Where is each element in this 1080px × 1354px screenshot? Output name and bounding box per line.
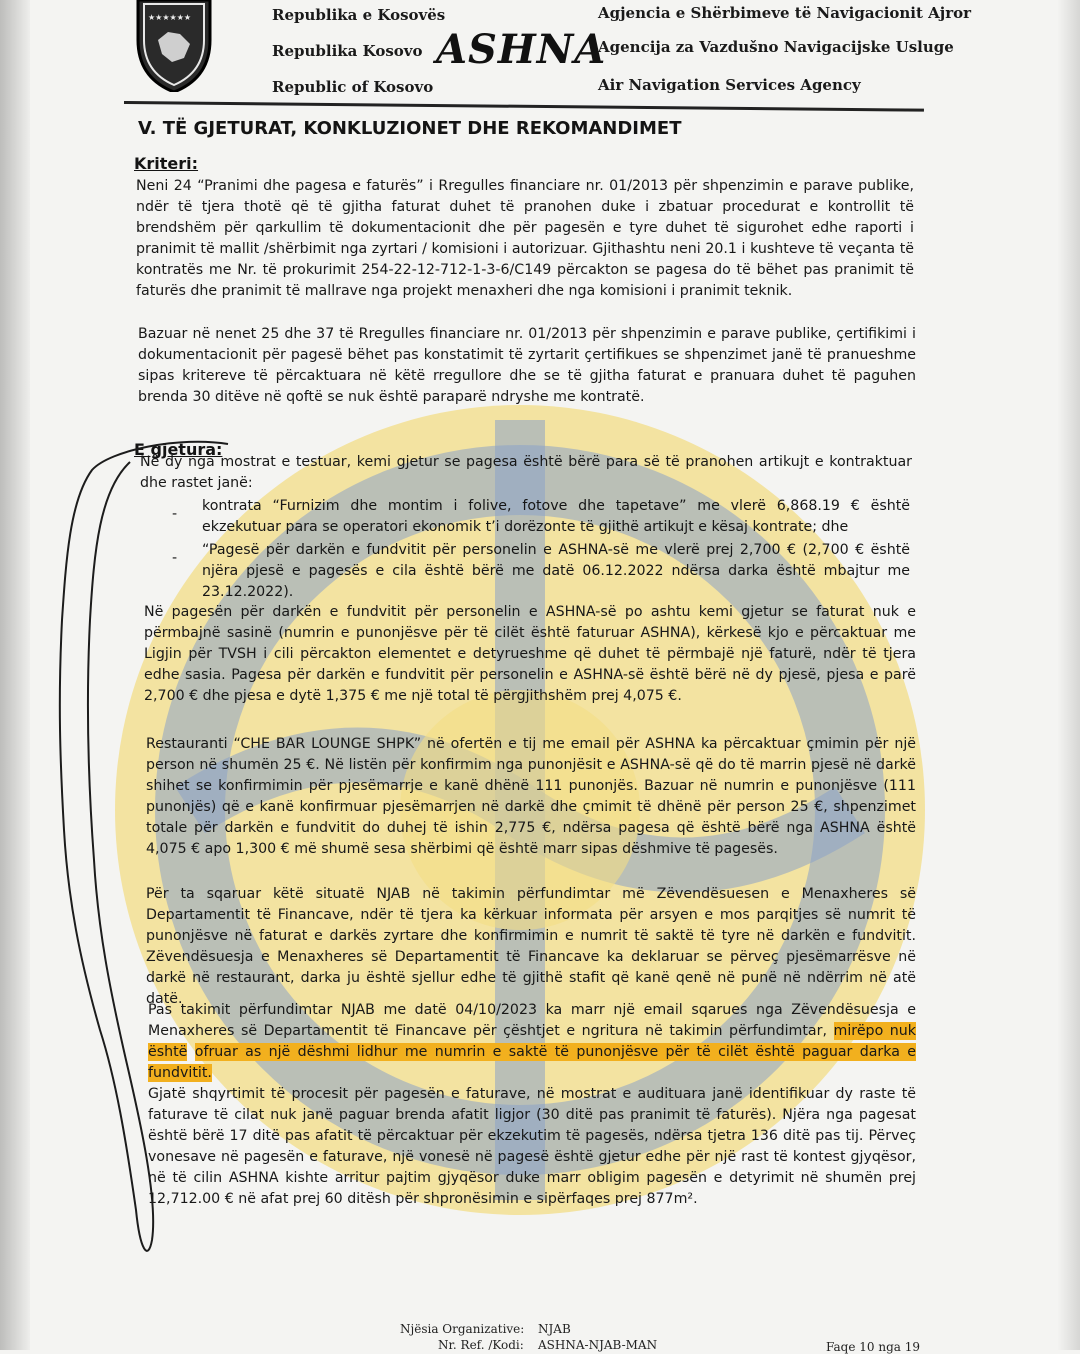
scan-edge-shadow (0, 0, 30, 1350)
email-paragraph-text: Pas takimit përfundimtar NJAB me datë 04/10/2023 ka marr një email sqarues nga Zëvendësuesja e Menaxheres së Departamentit të Financave për çështjet e ngritura në takimin përfundimtar, (148, 1002, 916, 1039)
findings-heading: E gjetura: (134, 440, 223, 459)
findings-paragraph-dinner-invoices: Në pagesën për darkën e fundvitit për personelin e ASHNA-së po ashtu kemi gjetur se faturat nuk e përmbajnë sasinë (numrin e punonjësve për të cilët është faturuar ASHNA), kërkesë kjo e përcaktuar me Ligjin për TVSH i cili përcakton elementet e detyrueshme që duhet të përmbajë një faturë, ndër të tjera edhe sasia. Pagesa për darkën e fundvitit për personelin e ASHNA-së është bërë në dy pjesë, pjesa e parë 2,700 € dhe pjesa e dytë 1,375 € me një total të përgjithshëm prej 4,075 €. (144, 604, 916, 704)
svg-text:★★★★★★: ★★★★★★ (148, 13, 192, 22)
findings-paragraph-clarification: Për ta sqaruar këtë situatë NJAB në takimin përfundimtar më Zëvendësuesen e Menaxheres së Departamentit të Financave, ndër të tjera ka kërkuar informata për arsyen e mos parqitjes së numrit të punonjësve në faturat e darkës zyrtare dhe konfirmimin e numrit të saktë të tyre në darkën e fundvitit. Zëvendësuesja e Menaxheres së Departamentit të Financave ka deklaruar se përveç pjesëmarrësve në darkë në restaurant, darka ju është sjellur edhe të gjithë stafit që kanë qenë në punë në ndërrim në atë datë. (146, 886, 916, 1007)
findings-paragraph-late-payments: Gjatë shqyrtimit të procesit për pagesën e faturave, në mostrat e audituara janë identifikuar dy raste të faturave të cilat nuk janë paguar brenda afatit ligjor (30 ditë pas pranimit të faturës). Njëra nga pagesat është bërë 17 ditë pas afatit të përcaktuar për ekzekutim të pagesës, ndërsa tjetra 136 ditë pas tij. Përveç vonesave në pagesën e faturave, një vonesë në pagesë është gjetur edhe për një rast të kontest gjyqësor, në të cilin ASHNA kishte arritur pajtim gjyqësor duke marr obligim pagesën e detyrimit në shumën prej 12,712.00 € në afat prej 60 ditësh për shpronësimin e sipërfaqes prej 877m². (148, 1086, 916, 1207)
criteria-paragraph-1: Neni 24 “Pranimi dhe pagesa e faturës” i Rregulles financiare nr. 01/2013 për shpenzimin e parave publike, ndër të tjera thotë që të gjitha faturat duhet të pranohen duke i zbatuar procedurat e kontrollit të brendshëm për qarkullim të dokumentacionit dhe për pagesën e tyre duhet të sigurohet edhe raporti i pranimit të mallit /shërbimit nga zyrtari / komisioni i autorizuar. Gjithashtu neni 20.1 i kushteve të veçanta të kontratës me Nr. të prokurimit 254-22-12-712-1-3-6/C149 përcakton se pagesa do të bëhet pas pranimit të faturës dhe pranimit të mallrave nga projekt menaxheri dhe nga komisioni i pranimit teknik. (136, 178, 914, 299)
criteria-heading: Kriteri: (134, 154, 199, 173)
bullet-dash: - (172, 550, 178, 566)
bullet-dash: - (172, 506, 178, 522)
header-left-line-1: Republika e Kosovës (272, 6, 446, 24)
scan-edge-shadow-right (1058, 0, 1080, 1350)
highlighted-text-1: mirëpo nuk është (148, 1023, 916, 1060)
header-right-line-1: Agjencia e Shërbimeve të Navigacionit Ajror (598, 4, 972, 22)
footer-page-number: Faqe 10 nga 19 (826, 1340, 920, 1354)
finding-bullet-2: “Pagesë për darkën e fundvitit për personelin e ASHNA-së me vlerë prej 2,700 € (2,700 € është njëra pjesë e pagesës e cila është bërë me datë 06.12.2022 ndërsa darka është mbajtur me 23.12.2022). (202, 542, 910, 600)
header-divider (124, 101, 924, 112)
footer-ref-label: Nr. Ref. /Kodi: (438, 1338, 524, 1352)
section-title: V. TË GJETURAT, KONKLUZIONET DHE REKOMANDIMET (138, 118, 682, 139)
footer-org-value: NJAB (538, 1322, 571, 1336)
criteria-paragraph-2: Bazuar në nenet 25 dhe 37 të Rregulles financiare nr. 01/2013 për shpenzimin e parave publike, çertifikimi i dokumentacionit për pagesë bëhet pas konstatimit të zyrtarit çertifikues se shpenzimet janë të pranueshme sipas kritereve të përcaktuara në këtë rregullore dhe se të gjitha faturat e pranuara duhet të paguhen brenda 30 ditëve në qoftë se nuk është paraparë ndryshe me kontratë. (138, 326, 916, 405)
header-left-line-3: Republic of Kosovo (272, 78, 434, 96)
kosovo-emblem-icon (128, 0, 220, 92)
findings-intro: Në dy nga mostrat e testuar, kemi gjetur se pagesa është bërë para së të pranohen artikujt e kontraktuar dhe rastet janë: (140, 454, 912, 491)
footer-ref-value: ASHNA-NJAB-MAN (538, 1338, 658, 1352)
header-right-line-2: Agencija za Vazdušno Navigacijske Usluge (598, 38, 954, 56)
finding-bullet-1: kontrata “Furnizim dhe montim i folive, fotove dhe tapetave” me vlerë 6,868.19 € është ekzekutuar para se operatori ekonomik t’i dorëzonte të gjithë artikujt e kësaj kontrate; dhe (202, 498, 910, 535)
findings-paragraph-restaurant: Restauranti “CHE BAR LOUNGE SHPK” në ofertën e tij me email për ASHNA ka përcaktuar çmimin për një person në shumën 25 €. Në listën për konfirmim nga punonjësit e ASHNA-së që do të marrin pjesë në darkë shihet se konfirmimin për pjesëmarrje e kanë dhënë 111 punonjës. Bazuar në numrin e punonjësve (111 punonjës) që e kanë konfirmuar pjesëmarrjen në darkë dhe çmimit të dhënë për person 25 €, shpenzimet totale për darkën e fundvitit do duhej të ishin 2,775 €, ndërsa pagesa që është bërë nga ASHNA është 4,075 € apo 1,300 € më shumë sesa shërbimi që është marr sipas dëshmive të pagesës. (146, 736, 916, 857)
header-right-line-3: Air Navigation Services Agency (598, 76, 861, 94)
ashna-title: ASHNA (436, 26, 607, 73)
findings-paragraph-email (148, 1000, 916, 1084)
footer-org-label: Njësia Organizative: (400, 1322, 525, 1336)
header-left-line-2: Republika Kosovo (272, 42, 423, 60)
highlighted-text-2: ofruar as një dëshmi lidhur me numrin e saktë të punonjësve për të cilët është paguar darka e fundvitit. (148, 1044, 916, 1081)
